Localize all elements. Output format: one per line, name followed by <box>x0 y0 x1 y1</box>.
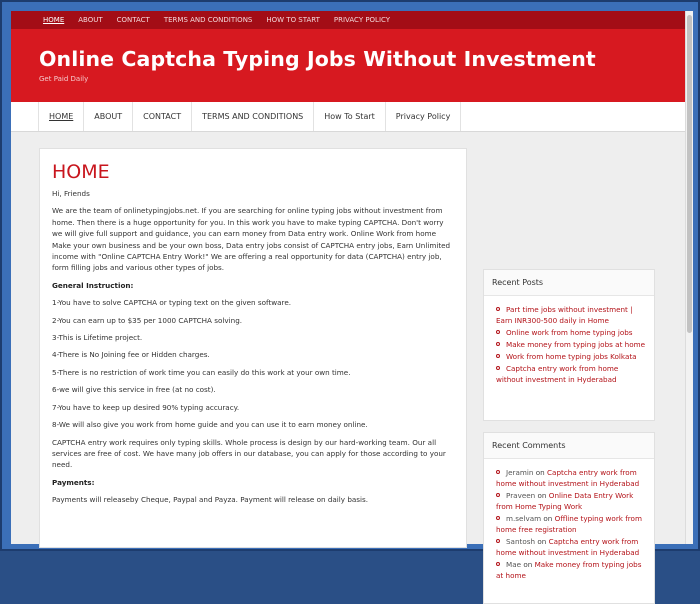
comment-on-word: on <box>537 537 547 546</box>
bullet-icon <box>496 539 500 543</box>
captcha-paragraph: CAPTCHA entry work requires only typing skills. Whole process is design by our hard-working team. Our all services are free of cost. We have many job offers in our database, you can apply for those according to your need. <box>52 437 446 470</box>
instruction-3: 3-This is Lifetime project. <box>52 333 143 343</box>
site-tagline: Get Paid Daily <box>39 75 89 83</box>
comment-post-link[interactable]: Captcha entry work from home without investment in Hyderabad <box>496 468 640 488</box>
payments-heading: Payments: <box>52 477 95 487</box>
recent-post-link[interactable]: Work from home typing jobs Kolkata <box>506 352 637 361</box>
bullet-icon <box>496 562 500 566</box>
comment-post-link[interactable]: Captcha entry work from home without investment in Hyderabad <box>496 537 640 557</box>
scrollbar-thumb[interactable] <box>687 15 692 333</box>
topnav-home[interactable]: HOME <box>43 16 65 24</box>
recent-post-link[interactable]: Captcha entry work from home without investment in Hyderabad <box>496 364 619 384</box>
mainnav-contact-label: CONTACT <box>143 112 182 121</box>
mainnav-about-label: ABOUT <box>94 112 123 121</box>
recent-post-link[interactable]: Online work from home typing jobs <box>506 328 633 337</box>
instructions-heading: General Instruction: <box>52 280 134 290</box>
comment-author: m.selvam <box>506 514 542 523</box>
list-item <box>496 559 646 581</box>
comment-on-word: on <box>537 491 547 500</box>
mainnav-how-to-start[interactable] <box>314 102 386 131</box>
list-item <box>496 351 646 362</box>
mainnav-terms-label: TERMS AND CONDITIONS <box>202 112 304 121</box>
comment-author: Praveen <box>506 491 536 500</box>
mainnav-contact[interactable] <box>133 102 192 131</box>
recent-posts-widget <box>483 269 655 421</box>
bullet-icon <box>496 493 500 497</box>
top-navigation <box>11 11 693 29</box>
page-title: HOME <box>52 161 110 183</box>
recent-posts-title: Recent Posts <box>484 270 654 296</box>
comment-post-link[interactable]: Online Data Entry Work from Home Typing Work <box>496 491 634 511</box>
vertical-scrollbar[interactable] <box>685 11 693 544</box>
list-item <box>496 536 646 558</box>
topnav-about[interactable]: ABOUT <box>78 16 103 24</box>
bullet-icon <box>496 366 500 370</box>
list-item <box>496 513 646 535</box>
mainnav-terms[interactable] <box>192 102 314 131</box>
intro-paragraph: We are the team of onlinetypingjobs.net. If you are searching for online typing jobs without investment from home. Then there is a huge opportunity for you. In this work you have to make typing CAPTCHA. Don't worry we will give full support and guidance, you can earn money from Data entry work. Online Work from home Make your own business and be your own boss, Data entry jobs consist of CAPTCHA entry jobs, Earn Unlimited income with "Online CAPTCHA Entry Work!" We are offering a real opportunity for data (CAPTCHA) entry job, form filling jobs and various other types of jobs. <box>52 206 451 273</box>
recent-post-link[interactable]: Part time jobs without investment | Earn INR300-500 daily in Home <box>496 305 633 325</box>
comment-on-word: on <box>535 468 545 477</box>
bullet-icon <box>496 342 500 346</box>
mainnav-home[interactable] <box>38 102 84 131</box>
payments-paragraph: Payments will releaseby Cheque, Paypal and Payza. Payment will release on daily basis. <box>52 495 369 505</box>
list-item <box>496 467 646 489</box>
comment-author: Jeramin <box>506 468 534 477</box>
list-item <box>496 363 646 385</box>
comment-post-link[interactable]: Make money from typing jobs at home <box>496 560 642 580</box>
site-header <box>11 29 693 102</box>
recent-comments-list <box>484 459 654 590</box>
bullet-icon <box>496 470 500 474</box>
bullet-icon <box>496 516 500 520</box>
mainnav-home-label: HOME <box>49 112 74 121</box>
main-navigation <box>11 102 693 132</box>
list-item <box>496 304 646 326</box>
mainnav-privacy-label: Privacy Policy <box>395 112 451 121</box>
topnav-privacy[interactable]: PRIVACY POLICY <box>333 16 391 24</box>
instruction-6: 6-we will give this service in free (at no cost). <box>52 385 216 395</box>
instruction-8: 8-We will also give you work from home guide and you can use it to earn money online. <box>52 420 368 430</box>
greeting: Hi, Friends <box>52 189 90 198</box>
browser-viewport <box>11 11 693 580</box>
topnav-how-to-start[interactable]: HOW TO START <box>266 16 320 24</box>
mainnav-privacy[interactable] <box>386 102 462 131</box>
recent-comments-title: Recent Comments <box>484 433 654 459</box>
site-title[interactable]: Online Captcha Typing Jobs Without Investment <box>39 47 596 71</box>
comment-author: Santosh <box>506 537 536 546</box>
recent-posts-list <box>484 296 654 394</box>
instruction-2: 2-You can earn up to $35 per 1000 CAPTCHA solving. <box>52 315 243 325</box>
recent-comments-widget <box>483 432 655 604</box>
topnav-terms[interactable]: TERMS AND CONDITIONS <box>163 16 253 24</box>
comment-on-word: on <box>543 514 553 523</box>
bullet-icon <box>496 330 500 334</box>
instruction-7: 7-You have to keep up desired 90% typing accuracy. <box>52 402 240 412</box>
topnav-contact[interactable]: CONTACT <box>116 16 150 24</box>
comment-post-link[interactable]: Offline typing work from home free registration <box>496 514 642 534</box>
bullet-icon <box>496 354 500 358</box>
instruction-1: 1-You have to solve CAPTCHA or typing text on the given software. <box>52 298 292 308</box>
mainnav-about[interactable] <box>84 102 133 131</box>
list-item <box>496 490 646 512</box>
list-item <box>496 327 646 338</box>
comment-on-word: on <box>523 560 533 569</box>
recent-post-link[interactable]: Make money from typing jobs at home <box>506 340 646 349</box>
bullet-icon <box>496 307 500 311</box>
instruction-5: 5-There is no restriction of work time you can easily do this work at your own time. <box>52 367 351 377</box>
list-item <box>496 339 646 350</box>
mainnav-how-to-start-label: How To Start <box>324 112 375 121</box>
main-content <box>39 148 467 548</box>
comment-author: Mae <box>506 560 522 569</box>
instruction-4: 4-There is No Joining fee or Hidden charges. <box>52 350 210 360</box>
